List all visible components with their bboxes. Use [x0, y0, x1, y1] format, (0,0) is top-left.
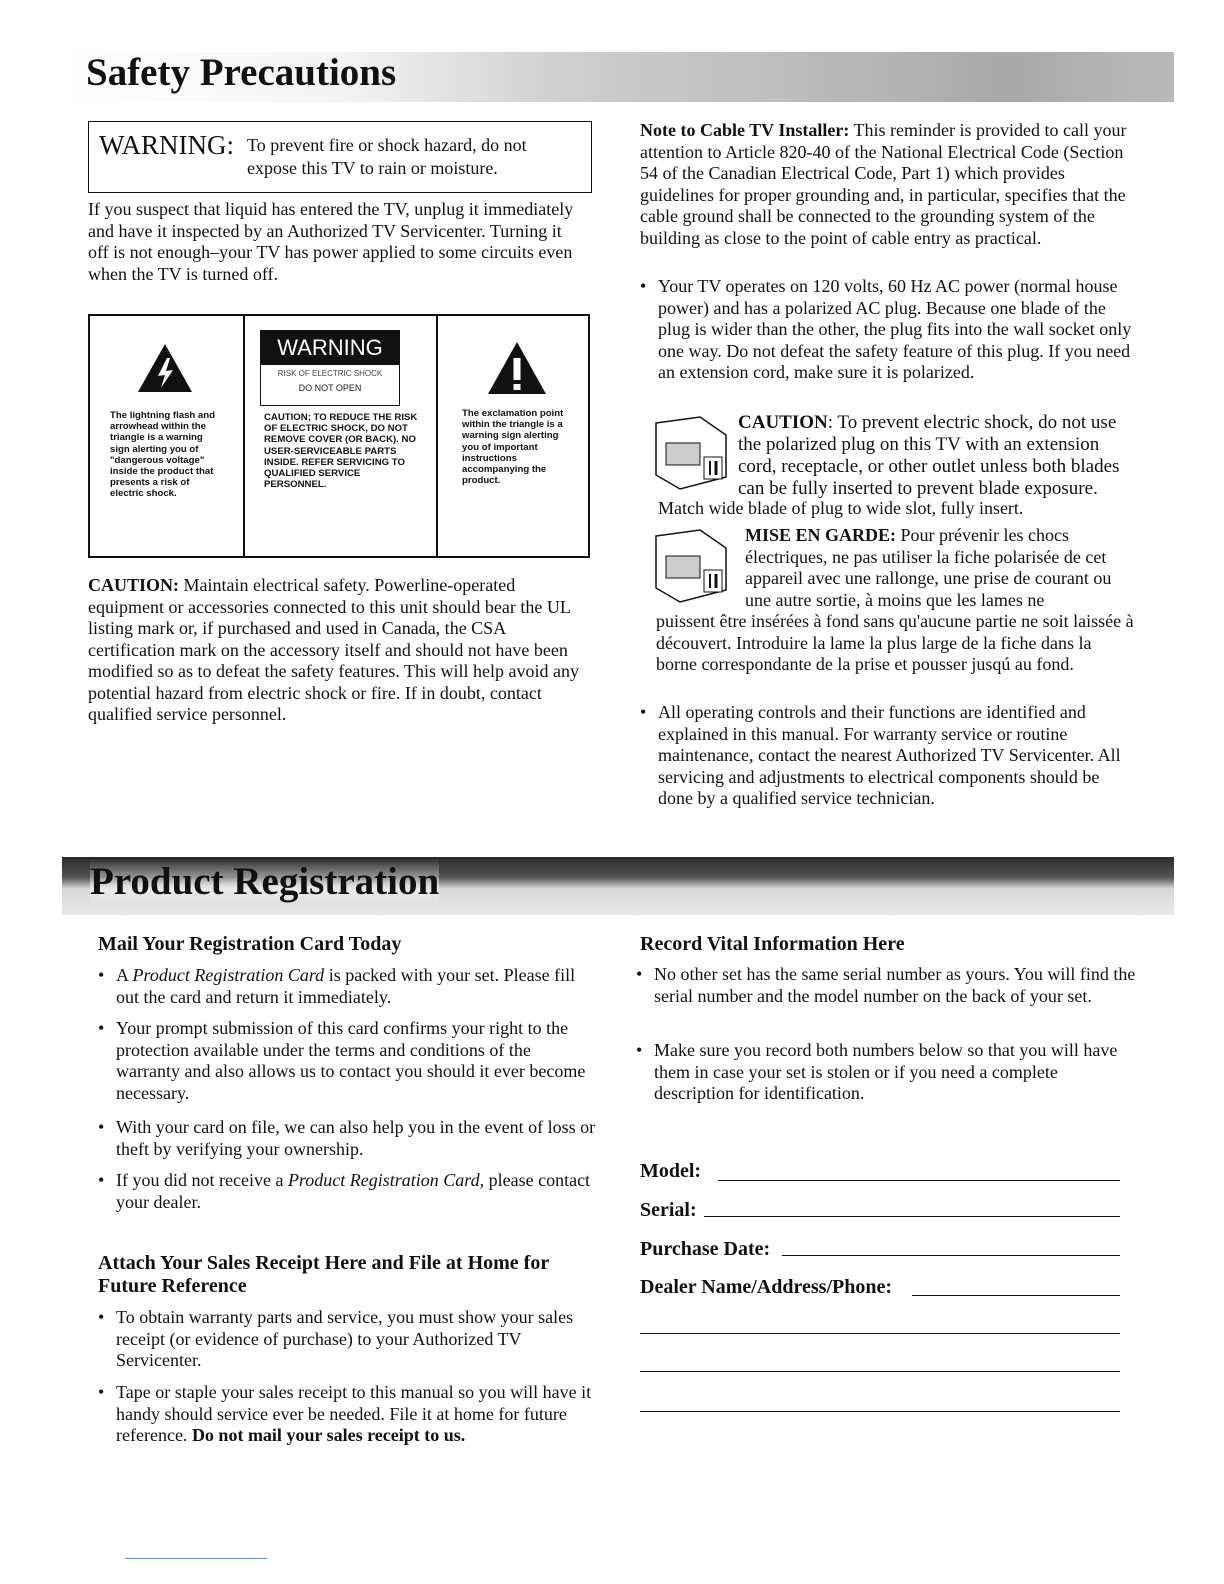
mail-bullet-1 [98, 965, 598, 1008]
record-bullet-2 [636, 1040, 1136, 1105]
bullet: • [98, 1170, 105, 1190]
exclamation-text: The exclamation point within the triangle is a warning sign alerting you of important instructions accompanying the product. [462, 408, 564, 487]
mise-label: MISE EN GARDE: [745, 525, 897, 545]
controls-bullet-text: All operating controls and their functions are identified and explained in this manual. For warranty service or routine maintenance, contact the nearest Authorized TV Servicenter. All servicing and adjustments to electrical components should be done by a qualified service technician. [658, 702, 1121, 808]
record-b2: Make sure you record both numbers below so that you will have them in case your set is stolen or if you need a complete description for identification. [654, 1040, 1118, 1103]
liquid-paragraph: If you suspect that liquid has entered the TV, unplug it immediately and have it inspected by an Authorized TV Servicenter. Turning it off is not enough–your TV has power applied to some circuits even when the TV is turned off. [88, 199, 574, 284]
center-caution-text: CAUTION; TO REDUCE THE RISK OF ELECTRIC SHOCK, DO NOT REMOVE COVER (OR BACK). NO USER-SERVICEABLE PARTS INSIDE. REFER SERVICING TO QUALIFIED SERVICE PERSONNEL. [264, 412, 418, 491]
safety-title: Safety Precautions [86, 51, 397, 94]
bullet: • [636, 1040, 643, 1060]
record-bullet-1 [636, 964, 1136, 1007]
exclamation-triangle-icon [486, 340, 548, 396]
purchase-date-line[interactable] [782, 1255, 1120, 1256]
bullet: • [98, 1382, 105, 1402]
record-heading: Record Vital Information Here [640, 933, 905, 955]
safety-banner [62, 52, 1174, 102]
registration-title: Product Registration [90, 860, 440, 903]
lightning-triangle-icon [136, 342, 194, 394]
power-bullet-text: Your TV operates on 120 volts, 60 Hz AC power (normal house power) and has a polarized AC plug. Because one blade of the plug is wider than the other, the plug fits into the wall socket only one way. Do not defeat the safety feature of this plug. If you need an extension cord, make sure it is polarized. [658, 276, 1132, 382]
warning-text-line2: expose this TV to rain or moisture. [247, 158, 498, 178]
plug-caution-tail: Match wide blade of plug to wide slot, fully insert. [658, 498, 1024, 518]
model-line[interactable] [718, 1180, 1120, 1181]
lightning-text: The lightning flash and arrowhead within the triangle is a warning sign alerting you of "dangerous voltage" inside the product that presents a risk of electric shock. [110, 410, 215, 500]
warning-label: WARNING: [99, 130, 234, 160]
bullet: • [98, 965, 105, 985]
attach-heading-2: Future Reference [98, 1275, 247, 1297]
bullet: • [98, 1117, 105, 1137]
polarized-plug-icon-fr [650, 526, 734, 606]
mail-bullet-4 [98, 1170, 598, 1213]
dealer-line-3[interactable] [640, 1371, 1120, 1372]
caution-label: CAUTION: [88, 575, 180, 595]
mail-b3: With your card on file, we can also help you in the event of loss or theft by verifying your ownership. [116, 1117, 596, 1159]
attach-b2-bold: Do not mail your sales receipt to us. [191, 1425, 466, 1445]
panel-divider-right [436, 316, 438, 556]
caution-text: Maintain electrical safety. Powerline-operated equipment or accessories connected to this unit should bear the UL listing mark or, if purchased and used in Canada, the CSA certification mark on the accessory itself and should not have been modified so as to defeat the safety features. This will help avoid any potential hazard from electric shock or fire. If in doubt, contact qualified service personnel. [88, 575, 580, 724]
center-warning-heading: WARNING [261, 331, 399, 365]
plug-caution-text: : To prevent electric shock, do not use the polarized plug on this TV with an extension cord, receptacle, or other outlet unless both blades can be fully inserted to prevent blade exposure. [738, 412, 1120, 499]
dealer-line-2[interactable] [640, 1333, 1120, 1334]
bullet: • [636, 964, 643, 984]
dealer-line-4[interactable] [640, 1411, 1120, 1412]
controls-bullet [640, 702, 1136, 810]
bullet: • [640, 276, 647, 296]
warning-label-box [260, 330, 400, 406]
purchase-date-label: Purchase Date: [640, 1238, 771, 1260]
warning-panel [88, 314, 590, 558]
polarized-plug-icon [650, 413, 734, 493]
attach-bullet-2 [98, 1382, 598, 1447]
bullet: • [98, 1307, 105, 1327]
mail-b2: Your prompt submission of this card confirms your right to the protection available under the terms and conditions of the warranty and also allows us to contact you should it ever become necessary. [116, 1018, 586, 1103]
dealer-line[interactable] [912, 1295, 1120, 1296]
center-warning-sub2: DO NOT OPEN [298, 383, 362, 393]
attach-heading-1: Attach Your Sales Receipt Here and File at Home for [98, 1252, 550, 1274]
serial-label: Serial: [640, 1199, 697, 1221]
mise-tail: puissent être insérées à fond sans qu'aucune partie ne soit laissée à découvert. Introduire la lame la plus large de la fiche dans la borne correspondante de la prise et pousser jusqú au fond. [656, 611, 1134, 674]
mail-b1-pre: A [116, 965, 133, 985]
registration-banner [62, 857, 1174, 915]
bullet: • [640, 702, 647, 722]
mail-b1-post: is packed with your set. Please fill out the card and return it immediately. [116, 965, 576, 1007]
plug-caution-label: CAUTION [738, 412, 828, 433]
mail-b4-pre: If you did not receive a [116, 1170, 288, 1190]
warning-text-line1: To prevent fire or shock hazard, do not [247, 135, 527, 155]
attach-b2-pre: Tape or staple your sales receipt to this manual so you will have it handy should service ever be needed. File it at home for future reference. [116, 1382, 592, 1445]
attach-b1: To obtain warranty parts and service, you must show your sales receipt (or evidence of purchase) to your Authorized TV Servicenter. [116, 1307, 574, 1370]
mail-heading: Mail Your Registration Card Today [98, 933, 402, 955]
mise-text: Pour prévenir les chocs électriques, ne pas utiliser la fiche polarisée de cet appareil avec une rallonge, une prise de courant ou une autre sortie, à moins que les lames ne [745, 525, 1112, 610]
mail-bullet-3 [98, 1117, 598, 1160]
installer-text: This reminder is provided to call your attention to Article 820-40 of the National Electrical Code (Section 54 of the Canadian Electrical Code, Part 1) which provides guidelines for proper grounding and, in particular, specifies that the cable ground shall be connected to the grounding system of the building as close to the point of cable entry as practical. [640, 120, 1127, 248]
mail-b1-em: Product Registration Card [132, 965, 325, 985]
panel-divider-left [243, 316, 245, 556]
footer-rule [125, 1558, 267, 1559]
bullet: • [98, 1018, 105, 1038]
installer-label: Note to Cable TV Installer: [640, 120, 850, 140]
mail-b4-post: please contact your dealer. [116, 1170, 591, 1212]
center-warning-sub1: RISK OF ELECTRIC SHOCK [277, 369, 383, 378]
warning-box [88, 121, 592, 193]
mail-b4-em: Product Registration Card, [287, 1170, 485, 1190]
dealer-label: Dealer Name/Address/Phone: [640, 1276, 893, 1298]
model-label: Model: [640, 1160, 702, 1182]
attach-bullet-1 [98, 1307, 598, 1372]
serial-line[interactable] [704, 1216, 1120, 1217]
power-bullet [640, 276, 1136, 384]
mail-bullet-2 [98, 1018, 598, 1104]
record-b1: No other set has the same serial number as yours. You will find the serial number and the model number on the back of your set. [654, 964, 1136, 1006]
